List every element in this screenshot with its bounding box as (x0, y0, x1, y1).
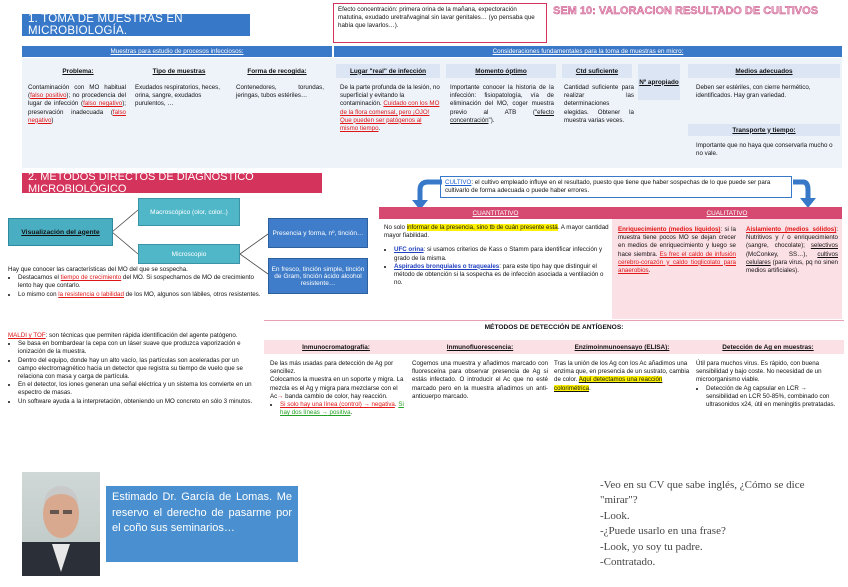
concentration-note: Efecto concentración: primera orina de la mañana, expectoración matutina, exudado uretral\vaginal sin lavar genitales… (yo pensaba que había que lavarlos…). (333, 3, 547, 43)
cultivo-note: CULTIVO: el cultivo empleado influye en el resultado, puesto que tiene que haber sospechas de lo que puede ser para cultivarlo de forma adecuada o puede haber errores. (440, 176, 792, 198)
macroscopico-node: Macroscópico (olor, color..) (138, 198, 240, 226)
hdr-numero: Nº apropiado (638, 64, 680, 100)
ant-text-3: Tras la unión de los Ag con los Ac añadimos una enzima que, en presencia de un sustrato, cambia de color. Aquí detectamos una reacción colorimétrica. (554, 360, 690, 392)
cuantitativo-text: No solo informar de la presencia, sino tb de cuán presente está. A mayor cantidad mayor fiabilidad. • UFC orina: si usamos criterios de Kass o Stamm para identificar infección y grado de la misma. • Aspirados bronquiales o traqueales: para este tipo hay que distinguir el método de obtención si la sospecha es de infección asociada a ventilación o no. (384, 224, 610, 287)
col-lugar-text: De la parte profunda de la lesión, no superficial y evitando la contaminación. Cuidado con los MO de la flora comensal, pero ¡OJO! Que pueden ser patógenos al mismo tiempo. (340, 84, 440, 132)
ant-hdr-2: Inmunofluorescencia: (446, 344, 514, 351)
bar-right: Consideraciones fundamentales para la toma de muestras en micro: (334, 46, 842, 57)
ant-text-2: Cogemos una muestra y añadimos marcado con fluoresceína para observar presencia de Ag si estás infectado. O introducir el Ac que no esté marcado pero en la muestra añadimos un anti-anticuerpo marcado. (412, 360, 548, 400)
maldi-text: MALDI y TOF: son técnicas que permiten rápida identificación del agente patógeno. • Se basa en bombardear la cepa con un láser suave que produzca vaporización e ionización de la muestra. • Dentro del equipo, donde hay un alto vacío, las partículas son aceleradas por un campo electromagnético hacia un detector que registra su tiempo de vuelo que se relaciona con masa y carga de partícula. • En el detector, los iones generan una señal eléctrica y un sistema los convierte en un espectro de masas. • Un software ayuda a la interpretación, obteniendo un MO concreto en sólo 3 minutos. (8, 332, 258, 406)
section-2-title: 2. MÉTODOS DIRECTOS DE DIAGNÓSTICO MICROBIOLÓGICO (22, 173, 322, 193)
col-medios-text: Deben ser estériles, con cierre hermético, identificados. Hay gran variedad. (696, 84, 811, 100)
ant-hdr-4: Detección de Ag en muestras: (722, 344, 814, 351)
fresco-node: En fresco, tinción simple, tinción de Gram, tinción ácido alcohol resistente… (268, 258, 368, 294)
aislamiento-text: Aislamiento (medios sólidos): Nutritivos y / o enriquecimiento (sangre, chocolate); selectivos (McConkey, SS…), cultivos celulares (para virus, pq no sinen medios artificiales). (746, 226, 838, 274)
maldi-item-1: • Se basa en bombardear la cepa con un láser suave que produzca vaporización e ionización de la muestra. (18, 340, 258, 356)
hdr-problema: Problema: (62, 68, 94, 75)
micro-bullet-1: • Destacamos el tiempo de crecimiento del MO. Si sospechamos de MO de crecimiento lento hay que contarlo. (18, 274, 263, 290)
enriquecimiento-text: Enriquecimiento (medios líquidos): si la muestra tiene pocos MO se dejan crecer en medios de enriquecimiento y luego se hace siembra. Es frec el caldo de infusión cerebro-corazón y caldo tioglicolato para anaerobios. (618, 226, 736, 274)
hdr-lugar: Lugar "real" de infección (336, 64, 440, 78)
col-ctd-text: Cantidad suficiente para realizar las determinaciones elegidas. Obtener la muestra varias veces. (564, 84, 634, 124)
portrait-photo (22, 472, 100, 576)
microscopico-node: Microscopio (138, 244, 240, 264)
cualitativo-title: CUALITATIVO (612, 207, 842, 219)
col-problema-text: Contaminación con MO habitual (falso positivo); no procedencia del lugar de infección (falso negativo); preservación inadecuada (falso negativo) (28, 84, 126, 124)
bar-left: Muestras para estudio de procesos infecciosos: (22, 46, 332, 57)
visualizacion-agente-node: Visualización del agente (8, 218, 113, 246)
micro-text: Hay que conocer las características del MO del que se sospecha. • Destacamos el tiempo de crecimiento del MO. Si sospechamos de MO de crecimiento lento hay que contarlo. • Lo mismo con la resistencia o labilidad de los MO, algunos son lábiles, otros resistentes. (8, 266, 263, 299)
transport-title: Transporte y tiempo: (688, 124, 840, 136)
col-forma-text: Contenedores, torundas, jeringas, tubos estériles… (236, 84, 324, 100)
joke-text: -Veo en su CV que sabe inglés, ¿Cómo se dice "mirar"? -Look. -¿Puede usarlo en una frase? -Look, yo soy tu padre. -Contratado. (600, 479, 805, 568)
ant-hdr-1: Inmunocromatografía: (302, 344, 370, 351)
hdr-forma: Forma de recogida: (247, 68, 307, 75)
ant-text-1: De las más usadas para detección de Ag por sencillez. Colocamos la muestra en un soporte y migra. La mezcla es el Ag y migra para mezclarse con el Ac→ banda cambio de color, hay reacción. • Si solo hay una línea (control) → negativa. Si hay dos líneas → positiva. (270, 360, 404, 417)
maldi-item-4: • Un software ayuda a la interpretación, obteniendo un MO concreto en sólo 3 minutos. (18, 398, 258, 406)
sem-title: SEM 10: VALORACION RESULTADO DE CULTIVOS (553, 5, 819, 17)
hdr-ctd: Ctd suficiente (562, 64, 632, 78)
maldi-item-3: • En el detector, los iones generan una señal eléctrica y un sistema los convierte en un espectro de masas. (18, 381, 258, 397)
col-momento-text: Importante conocer la historia de la infección: fisiopatología, vía de eliminación del MO, coger muestra previo al ATB ("efecto concentración"). (450, 84, 554, 124)
hdr-medios: Medios adecuados (688, 64, 840, 78)
hdr-momento: Momento óptimo (446, 64, 556, 78)
micro-bullet-2: • Lo mismo con la resistencia o labilidad de los MO, algunos son lábiles, otros resistentes. (18, 291, 263, 299)
col-tipo-text: Exudados respiratorios, heces, orina, sangre, exudados purulentos, … (135, 84, 220, 108)
speech-box: Estimado Dr. García de Lomas. Me reservo el derecho de pasarme por el coño sus seminarios… (106, 486, 298, 562)
ant-text-4: Útil para muchos virus. Es rápido, con buena sensibilidad y bajo coste. No necesidad de un microorganismo viable. • Detección de Ag capsular en LCR → sensibilidad en LCR 50-85%, combinado con ultrasonidos x24, útil en meningitis pretratadas. (696, 360, 840, 409)
cuantitativo-title: CUANTITATIVO (379, 207, 612, 219)
ant-hdr-3: Enzimoinmunoensayo (ELISA): (574, 344, 670, 351)
transport-text: Importante que no haya que conservarla mucho o no vale. (696, 142, 833, 158)
hdr-tipo: Tipo de muestras (152, 68, 206, 75)
portrait-icon (22, 472, 100, 576)
maldi-item-2: • Dentro del equipo, donde hay un alto vacío, las partículas son aceleradas por un campo electromagnético hacia un detector que registra su tiempo de vuelo que se relaciona con masa y carga de partícula. (18, 357, 258, 382)
presencia-node: Presencia y forma, nº, tinción… (268, 218, 368, 248)
divider (264, 320, 844, 321)
antigen-title: MÉTODOS DE DETECCIÓN DE ANTÍGENOS: (484, 324, 624, 331)
section-1-title: 1. TOMA DE MUESTRAS EN MICROBIOLOGÍA. (22, 14, 250, 36)
